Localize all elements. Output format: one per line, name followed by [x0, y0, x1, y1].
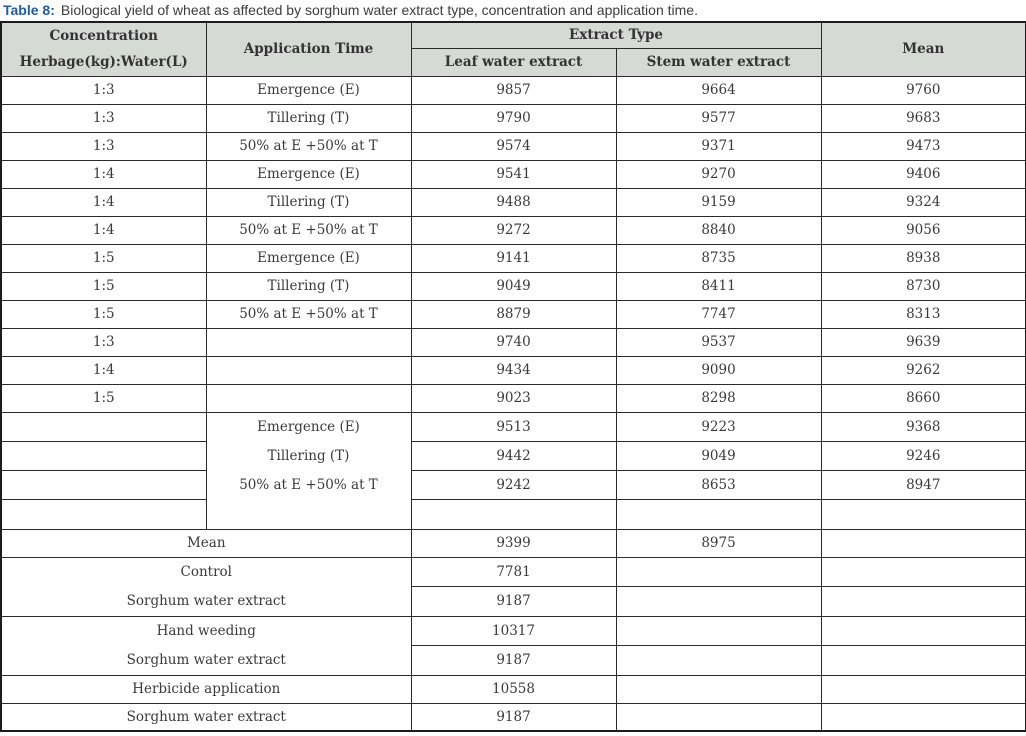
stem-value-cell: 8840 [616, 216, 821, 244]
leaf-value-cell: 9141 [411, 244, 616, 272]
mean-value-cell [821, 703, 1026, 731]
mean-value-cell [821, 587, 1026, 617]
stem-value-cell: 9090 [616, 356, 821, 384]
leaf-value-cell: 9513 [411, 412, 616, 441]
stem-value-cell: 9270 [616, 160, 821, 188]
table-row-concentration-mean [1, 384, 1026, 412]
mean-value-cell: 9473 [821, 132, 1026, 160]
table-row-time-mean [1, 412, 1026, 441]
concentration-cell: 1:3 [1, 104, 206, 132]
mean-value-cell: 9056 [821, 216, 1026, 244]
mean-value-cell: 9639 [821, 328, 1026, 356]
application-time-cell: 50% at E +50% at T [206, 216, 411, 244]
comparison-label-pair-cell [1, 616, 411, 675]
header-leaf-water-extract: Leaf water extract [411, 48, 616, 76]
stem-value-cell: 9664 [616, 76, 821, 104]
leaf-value-cell: 9187 [411, 587, 616, 617]
concentration-cell: 1:5 [1, 300, 206, 328]
stem-value-cell [616, 703, 821, 731]
concentration-cell: 1:3 [1, 76, 206, 104]
mean-row-label-cell: Mean [1, 529, 411, 557]
yield-table [0, 21, 1026, 732]
leaf-value-cell: 9740 [411, 328, 616, 356]
mean-value-cell: 9406 [821, 160, 1026, 188]
comparison-label: Hand weeding [156, 623, 256, 639]
table-row-empty [1, 500, 1026, 529]
table-caption-text: Biological yield of wheat as affected by sorghum water extract type, concentration and application time. [60, 2, 698, 18]
leaf-value-cell: 9049 [411, 272, 616, 300]
application-time-cell: Tillering (T) [206, 104, 411, 132]
comparison-label: Control [180, 564, 232, 580]
table-row [1, 244, 1026, 272]
mean-value-cell [821, 616, 1026, 646]
concentration-cell [1, 500, 206, 529]
table-row [1, 104, 1026, 132]
stem-value-cell [616, 557, 821, 587]
application-time-cell: 50% at E +50% at T [206, 300, 411, 328]
stem-value-cell: 8411 [616, 272, 821, 300]
leaf-value-cell: 9541 [411, 160, 616, 188]
header-extract-type: Extract Type [411, 22, 821, 48]
concentration-cell [1, 412, 206, 441]
table-row [1, 216, 1026, 244]
mean-value-cell: 9262 [821, 356, 1026, 384]
comparison-label-cell: Sorghum water extract [1, 703, 411, 731]
leaf-value-cell: 9187 [411, 703, 616, 731]
application-time-cell: Tillering (T) [206, 272, 411, 300]
stem-value-cell: 8975 [616, 529, 821, 557]
table-caption [0, 0, 1026, 21]
concentration-cell [1, 471, 206, 500]
mean-value-cell: 9324 [821, 188, 1026, 216]
table-row [1, 188, 1026, 216]
leaf-value-cell: 9790 [411, 104, 616, 132]
leaf-value-cell: 10317 [411, 616, 616, 646]
header-stem-water-extract: Stem water extract [616, 48, 821, 76]
application-time-cell: Emergence (E) [206, 244, 411, 272]
table-row-comparison [1, 557, 1026, 587]
concentration-cell: 1:4 [1, 188, 206, 216]
table-row-comparison [1, 703, 1026, 731]
table-row-concentration-mean [1, 328, 1026, 356]
table-body [1, 76, 1026, 731]
mean-value-cell: 8938 [821, 244, 1026, 272]
stem-value-cell: 8735 [616, 244, 821, 272]
mean-value-cell [821, 675, 1026, 703]
comparison-label-pair-cell [1, 557, 411, 616]
leaf-value-cell: 9574 [411, 132, 616, 160]
mean-value-cell: 8660 [821, 384, 1026, 412]
application-time-label [207, 500, 411, 529]
table-row [1, 132, 1026, 160]
leaf-value-cell: 9023 [411, 384, 616, 412]
application-time-cell [206, 384, 411, 412]
header-application-time: Application Time [206, 22, 411, 76]
stem-value-cell [616, 500, 821, 529]
concentration-cell: 1:4 [1, 160, 206, 188]
leaf-value-cell: 10558 [411, 675, 616, 703]
concentration-cell: 1:5 [1, 384, 206, 412]
leaf-value-cell: 9242 [411, 471, 616, 500]
concentration-cell: 1:3 [1, 328, 206, 356]
table-header [1, 22, 1026, 76]
table-row [1, 76, 1026, 104]
leaf-value-cell: 9187 [411, 646, 616, 676]
stem-value-cell: 9223 [616, 412, 821, 441]
application-time-cell: Emergence (E) [206, 160, 411, 188]
application-time-label: 50% at E +50% at T [239, 477, 378, 493]
table-caption-label: Table 8: [3, 2, 55, 18]
mean-value-cell: 9246 [821, 441, 1026, 470]
application-time-cell [206, 328, 411, 356]
table-row-concentration-mean [1, 356, 1026, 384]
comparison-label: Sorghum water extract [126, 593, 286, 609]
mean-value-cell: 8730 [821, 272, 1026, 300]
concentration-cell: 1:3 [1, 132, 206, 160]
mean-value-cell: 8313 [821, 300, 1026, 328]
concentration-cell [1, 441, 206, 470]
stem-value-cell: 9537 [616, 328, 821, 356]
application-time-label: Emergence (E) [257, 419, 360, 435]
stem-value-cell: 7747 [616, 300, 821, 328]
table-row [1, 272, 1026, 300]
mean-value-cell [821, 557, 1026, 587]
header-concentration [1, 22, 206, 76]
concentration-cell: 1:4 [1, 356, 206, 384]
mean-value-cell [821, 500, 1026, 529]
table-row [1, 300, 1026, 328]
stem-value-cell [616, 675, 821, 703]
stem-value-cell: 8653 [616, 471, 821, 500]
application-time-cell: 50% at E +50% at T [206, 132, 411, 160]
leaf-value-cell: 9399 [411, 529, 616, 557]
stem-value-cell: 9577 [616, 104, 821, 132]
application-time-cell: Emergence (E) [206, 76, 411, 104]
stem-value-cell: 8298 [616, 384, 821, 412]
header-mean: Mean [821, 22, 1026, 76]
leaf-value-cell: 9857 [411, 76, 616, 104]
table-row-comparison [1, 616, 1026, 646]
leaf-value-cell: 9488 [411, 188, 616, 216]
header-concentration-line1: Concentration [49, 28, 158, 45]
leaf-value-cell: 9272 [411, 216, 616, 244]
mean-value-cell: 8947 [821, 471, 1026, 500]
comparison-label-cell: Herbicide application [1, 675, 411, 703]
stem-value-cell: 9371 [616, 132, 821, 160]
leaf-value-cell: 7781 [411, 557, 616, 587]
leaf-value-cell: 9434 [411, 356, 616, 384]
leaf-value-cell [411, 500, 616, 529]
stem-value-cell [616, 616, 821, 646]
mean-value-cell [821, 646, 1026, 676]
table-row-comparison [1, 675, 1026, 703]
comparison-label: Sorghum water extract [126, 652, 286, 668]
table-row-grand-mean [1, 529, 1026, 557]
header-concentration-line2: Herbage(kg):Water(L) [19, 54, 188, 71]
mean-value-cell: 9368 [821, 412, 1026, 441]
stem-value-cell: 9159 [616, 188, 821, 216]
concentration-cell: 1:4 [1, 216, 206, 244]
application-time-cell [206, 356, 411, 384]
application-time-merged-cell [206, 412, 411, 529]
leaf-value-cell: 9442 [411, 441, 616, 470]
stem-value-cell [616, 646, 821, 676]
table-row-time-mean [1, 471, 1026, 500]
mean-value-cell: 9683 [821, 104, 1026, 132]
application-time-label: Tillering (T) [267, 448, 350, 464]
table-row-time-mean [1, 441, 1026, 470]
stem-value-cell: 9049 [616, 441, 821, 470]
table-row [1, 160, 1026, 188]
leaf-value-cell: 8879 [411, 300, 616, 328]
application-time-cell: Tillering (T) [206, 188, 411, 216]
mean-value-cell: 9760 [821, 76, 1026, 104]
concentration-cell: 1:5 [1, 244, 206, 272]
concentration-cell: 1:5 [1, 272, 206, 300]
stem-value-cell [616, 587, 821, 617]
mean-value-cell [821, 529, 1026, 557]
